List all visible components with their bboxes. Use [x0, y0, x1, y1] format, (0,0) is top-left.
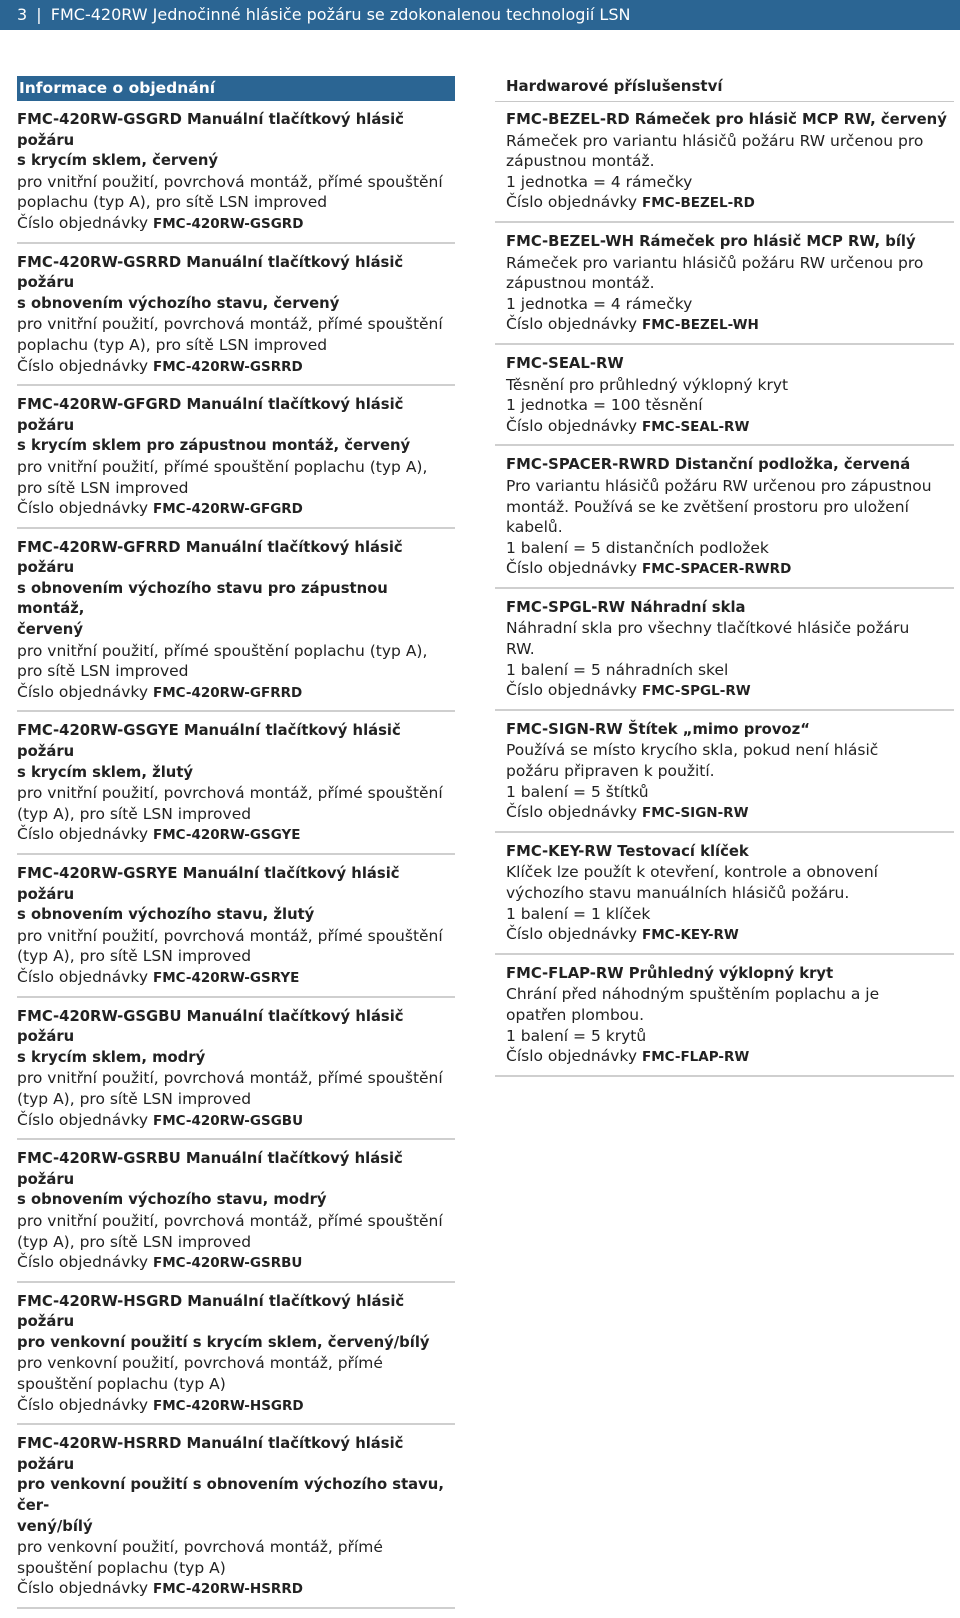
order-number-code: FMC-420RW-GSRBU	[152, 1255, 303, 1272]
order-number	[17, 1252, 455, 1274]
accessories-list	[506, 110, 954, 1077]
order-number-code: FMC-420RW-GFRRD	[152, 684, 303, 701]
order-number-code: FMC-SIGN-RW	[641, 805, 749, 822]
item-title-line: s obnovením výchozího stavu, žlutý	[17, 906, 315, 924]
item-description-line: pro venkovní použití, povrchová montáž, přímé	[17, 1538, 383, 1557]
item-title-line: FMC-420RW-HSGRD Manuální tlačítkový hlásič požáru	[17, 1292, 405, 1331]
order-number-label: Číslo objednávky	[17, 1395, 149, 1414]
item-description-line: pro vnitřní použití, povrchová montáž, přímé spouštění	[17, 1211, 443, 1230]
item-description-line: 1 jednotka = 4 rámečky	[506, 172, 693, 191]
ordering-info-heading: Informace o objednání	[17, 76, 455, 101]
accessories-heading: Hardwarové příslušenství	[495, 76, 954, 102]
item-description-line: 1 balení = 5 distančních podložek	[506, 538, 769, 557]
list-item	[495, 598, 954, 711]
order-number	[506, 924, 954, 946]
order-number-code: FMC-420RW-HSGRD	[152, 1397, 304, 1414]
item-title-line: FMC-BEZEL-WH Rámeček pro hlásič MCP RW, bílý	[506, 232, 916, 250]
order-number-label: Číslo objednávky	[17, 967, 149, 986]
order-number-code: FMC-420RW-GSRYE	[152, 969, 300, 986]
item-title-line: FMC-420RW-GSRBU Manuální tlačítkový hlásič požáru	[17, 1150, 403, 1188]
item-description-line: zápustnou montáž.	[506, 152, 655, 171]
order-number	[17, 682, 455, 704]
order-number	[506, 192, 954, 214]
order-number-label: Číslo objednávky	[17, 356, 149, 375]
accessories-column	[506, 76, 954, 1086]
item-title-line: s obnovením výchozího stavu, modrý	[17, 1191, 327, 1209]
order-number-label: Číslo objednávky	[17, 499, 149, 518]
order-number-code: FMC-KEY-RW	[641, 927, 739, 944]
item-description-line: 1 balení = 5 náhradních skel	[506, 660, 729, 679]
order-number-code: FMC-420RW-GSRRD	[152, 358, 303, 375]
item-title-line: FMC-SPACER-RWRD Distanční podložka, červená	[506, 456, 911, 474]
order-number-label: Číslo objednávky	[506, 315, 638, 334]
list-item	[17, 721, 455, 855]
item-description-line: poplachu (typ A), pro sítě LSN improved	[17, 335, 328, 354]
item-title-line: s obnovením výchozího stavu, červený	[17, 294, 340, 312]
item-description-line: opatřen plombou.	[506, 1005, 645, 1024]
item-description-line: pro vnitřní použití, povrchová montáž, přímé spouštění	[17, 315, 443, 334]
order-number-label: Číslo objednávky	[506, 681, 638, 700]
item-title-line: FMC-KEY-RW Testovací klíček	[506, 842, 749, 860]
item-description-line: pro vnitřní použití, přímé spouštění poplachu (typ A),	[17, 641, 428, 660]
item-description-line: kabelů.	[506, 518, 563, 537]
header-separator: |	[36, 5, 42, 24]
item-description-line: 1 balení = 5 štítků	[506, 782, 649, 801]
item-description-line: pro sítě LSN improved	[17, 662, 189, 681]
list-item	[495, 842, 954, 955]
list-item	[17, 1149, 455, 1283]
item-title-line: pro venkovní použití s krycím sklem, červený/bílý	[17, 1333, 430, 1351]
item-title-line: s krycím sklem, červený	[17, 152, 219, 170]
item-description-line: zápustnou montáž.	[506, 274, 655, 293]
order-number	[17, 498, 455, 520]
order-number-label: Číslo objednávky	[506, 193, 638, 212]
item-description-line: výchozího stavu manuálních hlásičů požáru.	[506, 884, 850, 902]
item-title-line: FMC-420RW-GSGYE Manuální tlačítkový hlásič požáru	[17, 722, 401, 761]
item-title-line: FMC-SEAL-RW	[506, 354, 624, 372]
item-description-line: RW.	[506, 640, 535, 659]
order-number	[17, 213, 455, 235]
item-description-line: pro vnitřní použití, povrchová montáž, přímé spouštění	[17, 1069, 443, 1088]
item-title-line: červený	[17, 621, 83, 639]
item-description-line: montáž. Používá se ke zvětšení prostoru pro uložení	[506, 497, 909, 516]
item-title-line: s krycím sklem, modrý	[17, 1048, 206, 1066]
item-description-line: pro sítě LSN improved	[17, 478, 189, 497]
list-item	[495, 110, 954, 223]
order-number-code: FMC-420RW-GSGBU	[152, 1112, 304, 1129]
list-item	[495, 354, 954, 446]
item-description-line: (typ A), pro sítě LSN improved	[17, 1232, 252, 1251]
order-number-label: Číslo objednávky	[506, 559, 638, 578]
order-number-code: FMC-BEZEL-RD	[641, 195, 755, 212]
item-title-line: vený/bílý	[17, 1517, 93, 1535]
order-number	[17, 1110, 455, 1132]
item-title-line: FMC-420RW-HSRRD Manuální tlačítkový hlásič požáru	[17, 1435, 404, 1473]
item-title-line: s obnovením výchozího stavu pro zápustnou montáž,	[17, 579, 388, 618]
item-title-line: FMC-420RW-GSRRD Manuální tlačítkový hlásič požáru	[17, 253, 404, 292]
order-number	[17, 1578, 455, 1600]
order-number	[506, 314, 954, 336]
list-item	[495, 720, 954, 833]
item-title-line: FMC-SPGL-RW Náhradní skla	[506, 598, 746, 616]
item-description-line: pro vnitřní použití, povrchová montáž, přímé spouštění	[17, 926, 443, 945]
item-title-line: s krycím sklem pro zápustnou montáž, červený	[17, 437, 411, 455]
item-description-line: Klíček lze použít k otevření, kontrole a obnovení	[506, 863, 878, 882]
item-title-line: FMC-420RW-GSGBU Manuální tlačítkový hlásič požáru	[17, 1007, 404, 1046]
order-number	[17, 824, 455, 846]
list-item	[17, 1434, 455, 1609]
item-title-line: FMC-420RW-GFRRD Manuální tlačítkový hlásič požáru	[17, 538, 403, 577]
order-number	[17, 967, 455, 989]
ordering-info-column	[17, 76, 455, 1618]
item-description-line: Používá se místo krycího skla, pokud není hlásič	[506, 741, 879, 760]
item-description-line: pro vnitřní použití, povrchová montáž, přímé spouštění	[17, 784, 443, 803]
order-number-label: Číslo objednávky	[17, 213, 149, 232]
list-item	[17, 864, 455, 998]
order-number	[506, 680, 954, 702]
item-description-line: (typ A), pro sítě LSN improved	[17, 804, 252, 823]
order-number-label: Číslo objednávky	[506, 416, 638, 435]
item-description-line: Rámeček pro variantu hlásičů požáru RW určenou pro	[506, 131, 924, 150]
order-number-code: FMC-420RW-HSRRD	[152, 1581, 303, 1598]
list-item	[17, 253, 455, 387]
order-number	[506, 416, 954, 438]
item-title-line: FMC-420RW-GSGRD Manuální tlačítkový hlásič požáru	[17, 111, 404, 149]
order-number-label: Číslo objednávky	[17, 1579, 149, 1598]
order-number-label: Číslo objednávky	[506, 925, 638, 944]
item-description-line: spouštění poplachu (typ A)	[17, 1375, 226, 1394]
list-item	[17, 1292, 455, 1426]
list-item	[495, 455, 954, 589]
item-title-line: FMC-BEZEL-RD Rámeček pro hlásič MCP RW, červený	[506, 111, 947, 128]
item-description-line: Těsnění pro průhledný výklopný kryt	[506, 375, 789, 394]
item-description-line: 1 balení = 1 klíček	[506, 904, 651, 923]
item-title-line: FMC-420RW-GFGRD Manuální tlačítkový hlásič požáru	[17, 396, 404, 434]
order-number	[17, 1395, 455, 1417]
item-description-line: pro vnitřní použití, přímé spouštění poplachu (typ A),	[17, 457, 428, 476]
order-number-label: Číslo objednávky	[506, 1047, 638, 1066]
document-title: FMC-420RW Jednočinné hlásiče požáru se zdokonalenou technologií LSN	[50, 5, 631, 24]
item-description-line: poplachu (typ A), pro sítě LSN improved	[17, 193, 328, 212]
item-title-line: FMC-SIGN-RW Štítek „mimo provoz“	[506, 720, 810, 738]
list-item	[17, 395, 455, 529]
item-description-line: Náhradní skla pro všechny tlačítkové hlásiče požáru	[506, 619, 910, 638]
item-description-line: požáru připraven k použití.	[506, 762, 715, 781]
item-description-line: Rámeček pro variantu hlásičů požáru RW určenou pro	[506, 253, 924, 272]
order-number-label: Číslo objednávky	[17, 682, 149, 701]
page-header	[0, 0, 960, 30]
item-description-line: 1 jednotka = 100 těsnění	[506, 396, 703, 415]
list-item	[495, 232, 954, 345]
item-description-line: Pro variantu hlásičů požáru RW určenou pro zápustnou	[506, 476, 932, 495]
list-item	[17, 1007, 455, 1141]
list-item	[495, 964, 954, 1077]
item-description-line: 1 jednotka = 4 rámečky	[506, 294, 693, 313]
order-number-label: Číslo objednávky	[17, 1110, 149, 1129]
item-description-line: 1 balení = 5 krytů	[506, 1026, 647, 1045]
order-number-label: Číslo objednávky	[17, 825, 149, 844]
item-title-line: FMC-FLAP-RW Průhledný výklopný kryt	[506, 964, 834, 982]
order-number	[506, 558, 954, 580]
list-item	[17, 110, 455, 244]
page-number: 3	[17, 5, 28, 24]
item-title-line: pro venkovní použití s obnovením výchozího stavu, čer-	[17, 1476, 444, 1515]
order-number-code: FMC-FLAP-RW	[641, 1049, 750, 1066]
order-number-label: Číslo objednávky	[506, 803, 638, 822]
item-description-line: pro vnitřní použití, povrchová montáž, přímé spouštění	[17, 172, 443, 191]
order-number-code: FMC-SPGL-RW	[641, 683, 751, 700]
item-description-line: spouštění poplachu (typ A)	[17, 1558, 226, 1577]
order-number	[17, 356, 455, 378]
item-title-line: s krycím sklem, žlutý	[17, 763, 194, 781]
order-number-code: FMC-420RW-GSGYE	[152, 827, 301, 844]
order-number-code: FMC-SPACER-RWRD	[641, 561, 792, 578]
order-number-code: FMC-420RW-GFGRD	[152, 501, 303, 518]
item-description-line: pro venkovní použití, povrchová montáž, přímé	[17, 1354, 383, 1373]
ordering-info-list	[17, 110, 455, 1609]
list-item	[17, 538, 455, 713]
item-description-line: Chrání před náhodným spuštěním poplachu a je	[506, 985, 880, 1004]
order-number	[506, 802, 954, 824]
order-number	[506, 1046, 954, 1068]
item-description-line: (typ A), pro sítě LSN improved	[17, 947, 252, 966]
order-number-code: FMC-SEAL-RW	[641, 418, 750, 435]
order-number-label: Číslo objednávky	[17, 1253, 149, 1272]
order-number-code: FMC-BEZEL-WH	[641, 317, 759, 334]
item-description-line: (typ A), pro sítě LSN improved	[17, 1089, 252, 1108]
order-number-code: FMC-420RW-GSGRD	[152, 215, 304, 232]
item-title-line: FMC-420RW-GSRYE Manuální tlačítkový hlásič požáru	[17, 865, 400, 903]
